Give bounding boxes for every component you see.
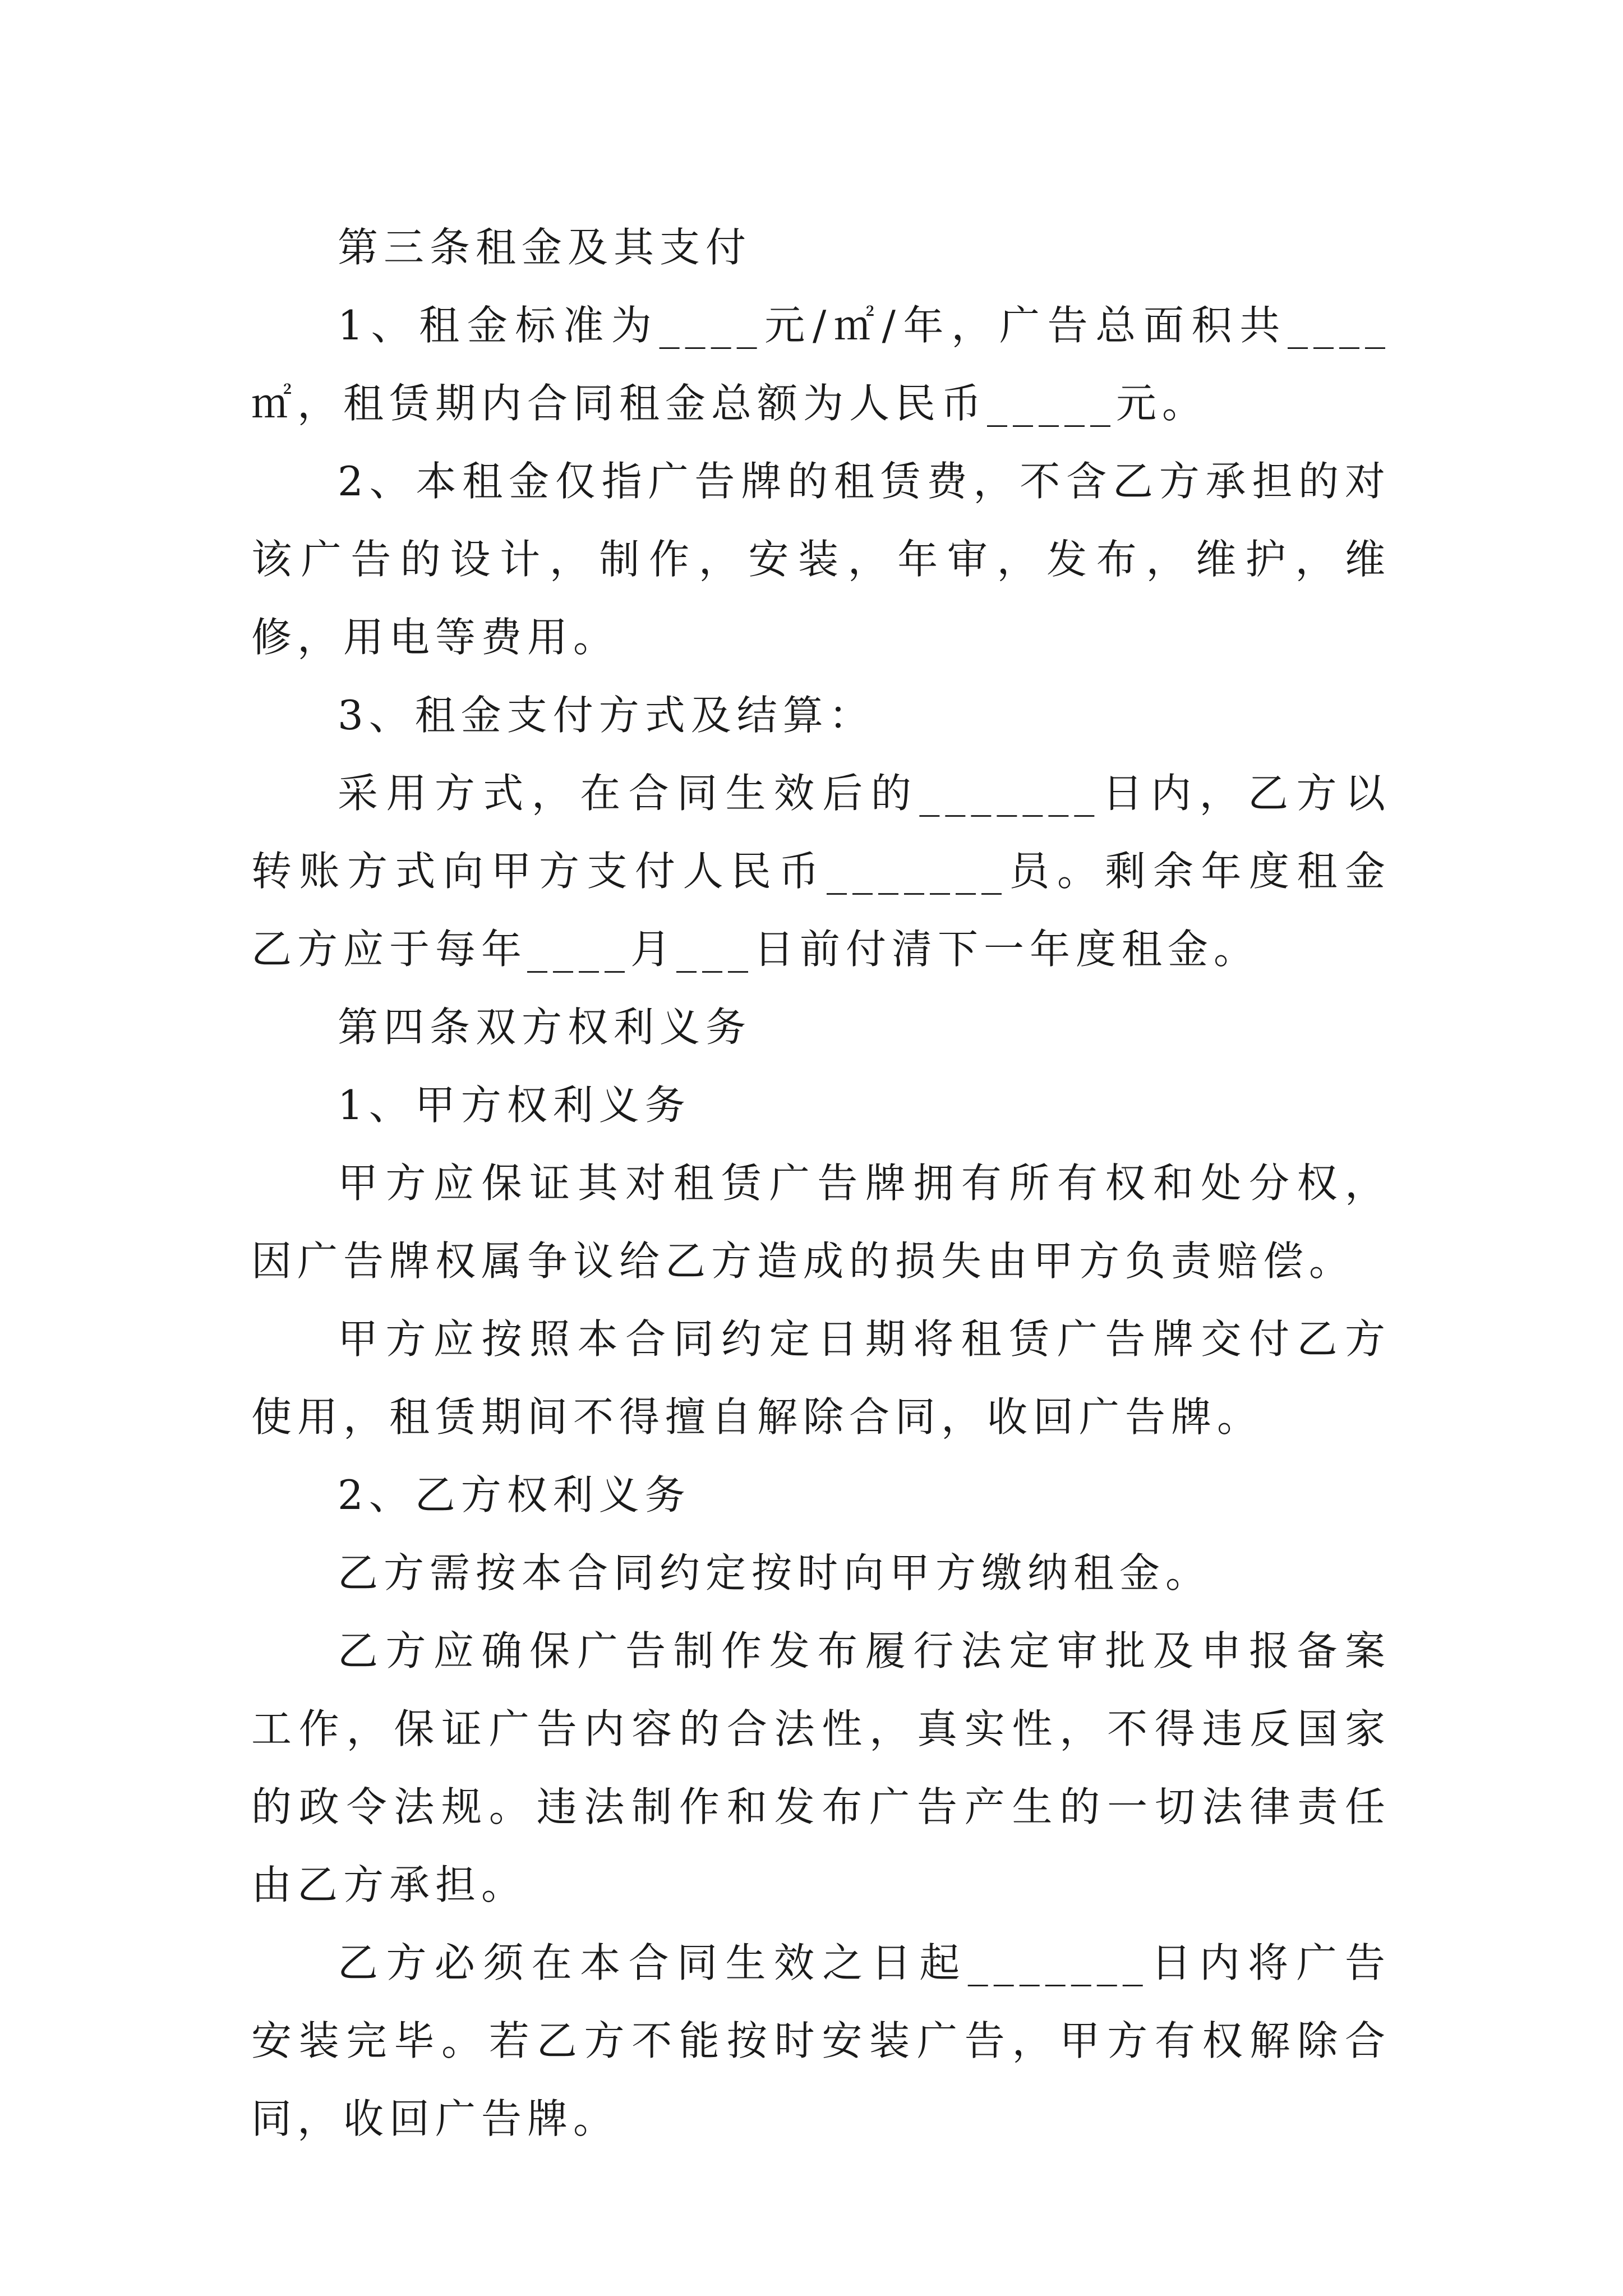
party-b-subheading: 2、乙方权利义务 <box>338 1471 691 1519</box>
party-b-installation-clause: 乙方必须在本合同生效之日起_______日内将广告安装完毕。若乙方不能按时安装广告，甲方有权解除合同，收回广告牌。 <box>251 1939 1391 2142</box>
party-a-subheading: 1、甲方权利义务 <box>338 1082 691 1129</box>
payment-method-clause: 采用方式，在合同生效后的_______日内，乙方以转账方式向甲方支付人民币_______员。剩余年度租金乙方应于每年____月___日前付清下一年度租金。 <box>251 770 1391 973</box>
payment-method-heading: 3、租金支付方式及结算： <box>338 692 875 739</box>
article-4-heading: 第四条双方权利义务 <box>338 1004 752 1051</box>
document-body <box>251 209 1391 2158</box>
party-b-compliance-clause: 乙方应确保广告制作发布履行法定审批及申报备案工作，保证广告内容的合法性，真实性，不得违反国家的政令法规。违法制作和发布广告产生的一切法律责任由乙方承担。 <box>251 1627 1391 1908</box>
rent-scope-clause: 2、本租金仅指广告牌的租赁费，不含乙方承担的对该广告的设计，制作，安装，年审，发布，维护，维修，用电等费用。 <box>251 458 1391 661</box>
party-a-ownership-clause: 甲方应保证其对租赁广告牌拥有所有权和处分权，因广告牌权属争议给乙方造成的损失由甲方负责赔偿。 <box>251 1159 1391 1285</box>
rent-standard-clause: 1、租金标准为____元/㎡/年，广告总面积共____㎡，租赁期内合同租金总额为人民币_____元。 <box>251 302 1391 427</box>
party-b-payment-clause: 乙方需按本合同约定按时向甲方缴纳租金。 <box>338 1549 1212 1596</box>
article-3-heading: 第三条租金及其支付 <box>338 224 752 271</box>
party-a-delivery-clause: 甲方应按照本合同约定日期将租赁广告牌交付乙方使用，租赁期间不得擅自解除合同，收回广告牌。 <box>251 1315 1391 1441</box>
